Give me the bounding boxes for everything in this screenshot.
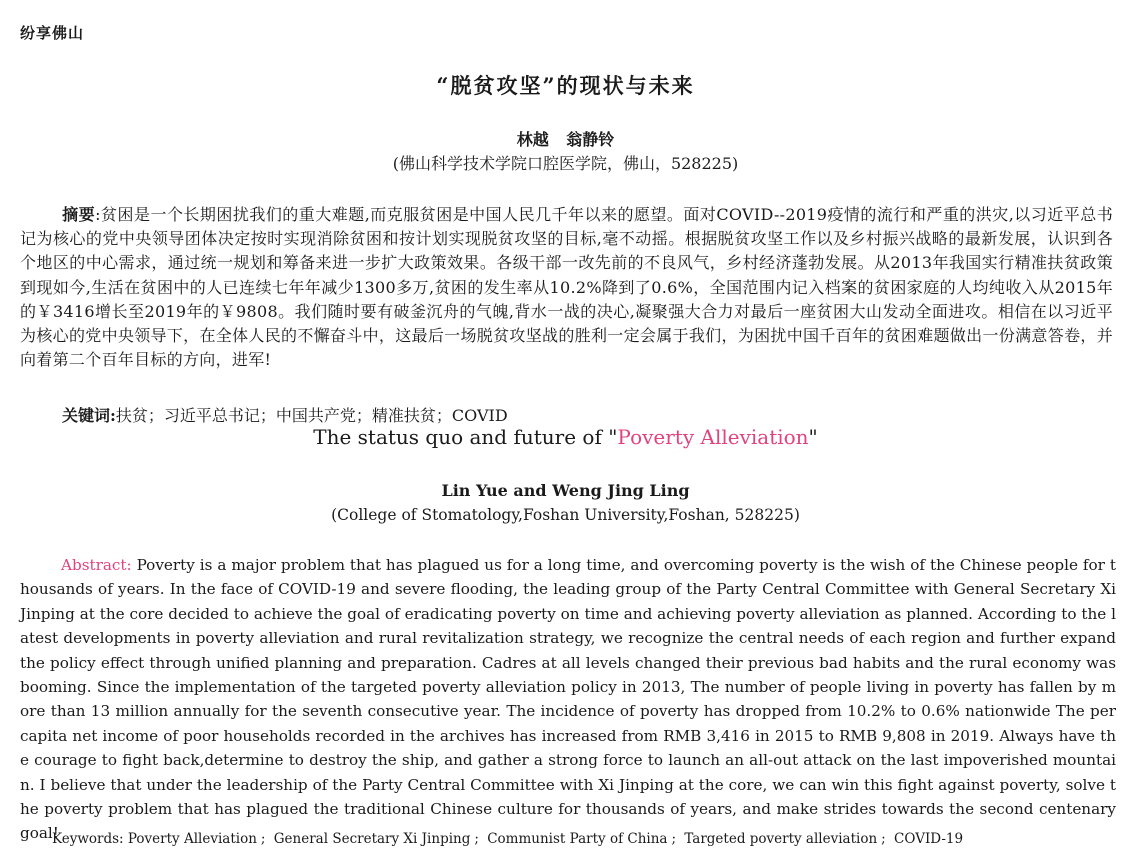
abstract-cn-text: :贫困是一个长期困扰我们的重大难题,而克服贫困是中国人民几千年以来的愿望。面对COVID--2019疫情的流行和严重的洪灾,以习近平总书记为核心的党中央领导团体决定按时实现消除贫困和按计划实现脱贫攻坚的目标,毫不动摇。根据脱贫攻坚工作以及乡村振兴战略的最新发展，认识到各个地区的中心需求，通过统一规划和筹备来进一步扩大政策效果。各级干部一改先前的不良风气，乡村经济蓬勃发展。从2013年我国实行精准扶贫政策到现如今,生活在贫困中的人已连续七年年减少1300多万,贫困的发生率从10.2%降到了0.6%，全国范围内记入档案的贫困家庭的人均纯收入从2015年的￥3416增长至2019年的￥9808。我们随时要有破釜沉舟的气魄,背水一战的决心,凝聚强大合力对最后一座贫困大山发动全面进攻。相信在以习近平为核心的党中央领导下，在全体人民的不懈奋斗中，这最后一场脱贫攻坚战的胜利一定会属于我们，为困扰中国千百年的贫困难题做出一份满意答卷，并向着第二个百年目标的方向，进军! [20, 205, 1114, 370]
author-cn-2: 翁静铃 [566, 130, 615, 149]
keyword-en-2: General Secretary Xi Jinping [273, 831, 471, 847]
keyword-en-1: Poverty Alleviation [127, 831, 257, 847]
abstract-en-text: Poverty is a major problem that has plagued us for a long time, and overcoming poverty is the wish of the Chinese people for thousands of years. In the face of COVID-19 and severe flooding, the leading group of the Party Central Committee with General Secretary Xi Jinping at the core decided to achieve the goal of eradicating poverty on time and achieving poverty alleviation as planned. According to the latest developments in poverty alleviation and rural revitalization strategy, we recognize the central needs of each region and further expand the policy effect through unified planning and preparation. Cadres at all levels changed their previous bad habits and the rural economy was booming. Since the implementation of the targeted poverty alleviation policy in 2013, The number of people living in poverty has fallen by more than 13 million annually for the seventh consecutive year. The incidence of poverty has dropped from 10.2% to 0.6% nationwide The per capita net income of poor households recorded in the archives has increased from RMB 3,416 in 2015 to RMB 9,808 in 2019. Always have the courage to fight back,determine to destroy the ship, and gather a strong force to launch an all-out attack on the last impoverished mountain. I believe that under the leadership of the Party Central Committee with Xi Jinping at the core, we can win this fight against poverty, solve the poverty problem that has plagued the traditional Chinese culture for thousands of years, and make strides towards the second centenary goal! [20, 556, 1116, 843]
keyword-separator: ; [260, 831, 266, 847]
authors-cn [0, 127, 1131, 150]
abstract-cn [20, 203, 1113, 372]
keyword-separator: ; [881, 831, 886, 847]
abstract-en [20, 553, 1116, 846]
keywords-en-label: Keywords: [52, 831, 124, 847]
title-en-before: The status quo and future of " [313, 425, 618, 449]
keyword-separator: ; [474, 831, 479, 847]
keyword-en-5: COVID-19 [894, 831, 964, 847]
abstract-en-label: Abstract: [61, 556, 132, 574]
abstract-cn-label: 摘要 [62, 205, 96, 224]
affiliation-en: (College of Stomatology,Foshan University,Foshan, 528225) [331, 506, 800, 524]
page-title-en [0, 425, 1131, 449]
keywords-cn [62, 403, 508, 426]
keyword-separator: ; [671, 831, 677, 847]
title-en-highlight: Poverty Alleviation [617, 425, 809, 449]
journal-name: 纷享佛山 [20, 24, 85, 42]
page-title-cn: “脱贫攻坚”的现状与未来 [436, 73, 695, 98]
keywords-cn-text: 扶贫；习近平总书记；中国共产党；精准扶贫；COVID [115, 406, 508, 425]
affiliation-cn: (佛山科学技术学院口腔医学院，佛山，528225) [392, 154, 739, 173]
keyword-en-3: Communist Party of China [487, 831, 668, 847]
keywords-en [52, 831, 963, 847]
keyword-en-4: Targeted poverty alleviation [684, 831, 878, 847]
title-en-after: " [808, 425, 818, 449]
keywords-cn-label: 关键词: [62, 406, 116, 425]
authors-en: Lin Yue and Weng Jing Ling [441, 481, 690, 500]
author-cn-1: 林越 [516, 130, 549, 149]
